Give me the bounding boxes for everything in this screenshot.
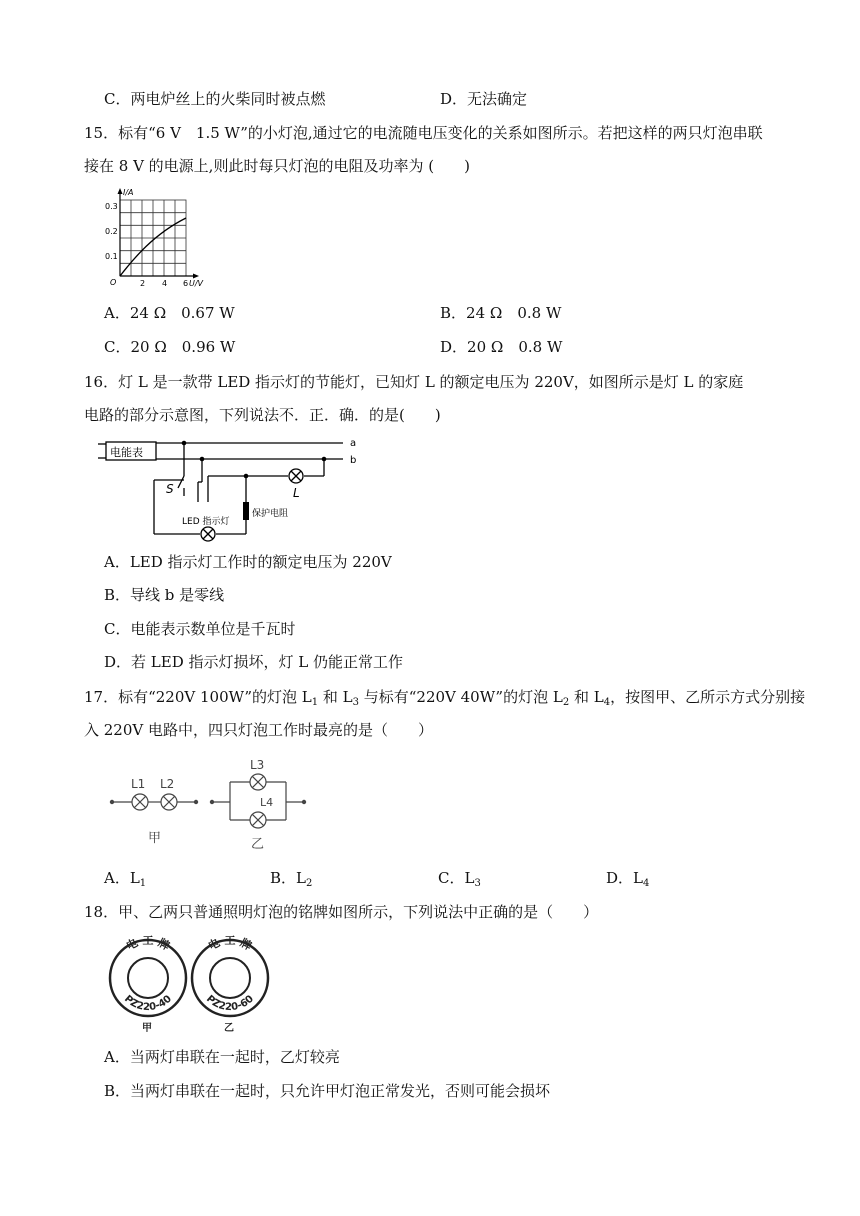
- q18-label-jia: 甲: [142, 1023, 152, 1034]
- q17-label-yi: 乙: [251, 837, 265, 852]
- q17-label-jia: 甲: [148, 831, 162, 846]
- q17-option-c-text: C．L: [438, 869, 475, 887]
- q15-graph-ytick: 0.3: [105, 202, 118, 211]
- q16-resistor-label: 保护电阻: [252, 509, 289, 519]
- q17-sub: 3: [352, 697, 359, 708]
- q14-option-d: D．无法确定: [440, 90, 528, 108]
- q16-circuit-diagram: [98, 430, 368, 542]
- q15-graph-ytick: 0.2: [105, 227, 118, 236]
- q16-stem-line1: 16．灯 L 是一款带 LED 指示灯的节能灯，已知灯 L 的额定电压为 220V，如图所示是灯 L 的家庭: [84, 373, 744, 391]
- q17-option-a-text: A．L: [104, 869, 140, 887]
- q17-option-c-sub: 3: [474, 878, 481, 889]
- q16-led-label: LED 指示灯: [182, 517, 230, 527]
- q18-label-yi: 乙: [224, 1023, 234, 1034]
- q16-option-c: C．电能表示数单位是千瓦时: [104, 620, 296, 638]
- q16-option-d: D．若 LED 指示灯损坏，灯 L 仍能正常工作: [104, 653, 403, 671]
- q18-stem: 18．甲、乙两只普通照明灯泡的铭牌如图所示，下列说法中正确的是（ ）: [84, 903, 599, 921]
- q15-graph-ylabel: I/A: [123, 188, 134, 197]
- q16-option-b: B．导线 b 是零线: [104, 586, 225, 604]
- q18-nameplate-figure: [104, 934, 276, 1034]
- q18-option-b: B．当两灯串联在一起时，只允许甲灯泡正常发光，否则可能会损坏: [104, 1082, 551, 1100]
- q15-graph-xtick: 6: [183, 279, 189, 288]
- q15-graph-ytick: 0.1: [105, 252, 118, 261]
- q17-sub: 2: [562, 697, 570, 708]
- q16-option-a: A．LED 指示灯工作时的额定电压为 220V: [104, 553, 392, 571]
- q15-option-c: C．20 Ω 0.96 W: [104, 338, 236, 356]
- q17-option-b-sub: 2: [305, 878, 313, 889]
- q15-iu-graph: [104, 186, 204, 294]
- q17-label-l2: L2: [160, 777, 175, 791]
- q16-wire-a-label: a: [350, 438, 357, 449]
- q17-option-b-text: B．L: [270, 869, 306, 887]
- q17-label-l1: L1: [131, 777, 146, 791]
- q15-stem-line2: 接在 8 V 的电源上,则此时每只灯泡的电阻及功率为 ( ): [84, 157, 470, 175]
- q15-option-d: D．20 Ω 0.8 W: [440, 338, 563, 356]
- q17-stem-text: 和 L: [569, 688, 604, 706]
- q17-label-l4: L4: [260, 796, 274, 809]
- q18-right-plate-brand: [206, 934, 255, 953]
- q18-right-plate-model-path: PZ220-60: [204, 993, 256, 1014]
- q15-graph-xtick: 2: [140, 279, 146, 288]
- q17-option-a: [104, 868, 146, 894]
- q17-stem-line2: 入 220V 电路中，四只灯泡工作时最亮的是（ ）: [84, 721, 434, 739]
- q17-stem-text: 与标有“220V 40W”的灯泡 L: [358, 688, 563, 706]
- q17-label-l3: L3: [250, 758, 265, 772]
- q18-option-a: A．当两灯串联在一起时，乙灯较亮: [104, 1048, 340, 1066]
- q15-option-b: B．24 Ω 0.8 W: [440, 304, 562, 322]
- q17-stem-text: ，按图甲、乙所示方式分别接: [610, 688, 806, 706]
- q17-option-d: [606, 868, 649, 894]
- q15-stem-line1: 15．标有“6 V 1.5 W”的小灯泡,通过它的电流随电压变化的关系如图所示。若把这样的两只灯泡串联: [84, 124, 763, 142]
- q15-graph-xtick: 4: [162, 279, 168, 288]
- q16-lamp-label: L: [293, 486, 300, 500]
- q16-switch-label: S: [166, 482, 174, 496]
- q17-option-d-text: D．L: [606, 869, 643, 887]
- q17-option-b: [270, 868, 312, 894]
- q15-graph-xlabel: U/V: [189, 279, 204, 288]
- q18-right-plate-brand-path: 电 工 牌: [206, 934, 254, 953]
- q18-left-plate-brand-path: 电 工 牌: [124, 934, 172, 953]
- q18-left-plate-model-path: PZ220-40: [122, 993, 174, 1014]
- q17-stem-line1: [84, 687, 805, 713]
- q17-option-a-sub: 1: [139, 878, 147, 889]
- q15-option-a: A．24 Ω 0.67 W: [104, 304, 235, 322]
- q17-option-d-sub: 4: [643, 878, 650, 889]
- q17-stem-text: 17．标有“220V 100W”的灯泡 L: [84, 688, 312, 706]
- q16-stem-line2: 电路的部分示意图，下列说法不．正．确．的是( ): [84, 406, 441, 424]
- q17-sub: 1: [311, 697, 319, 708]
- q16-meter-label: 电能表: [110, 446, 143, 459]
- q17-stem-text: 和 L: [318, 688, 353, 706]
- q16-wire-b-label: b: [350, 455, 357, 466]
- q18-left-plate-brand: [124, 934, 173, 953]
- q17-circuit-figure: [104, 756, 324, 852]
- q14-option-c: C．两电炉丝上的火柴同时被点燃: [104, 90, 326, 108]
- q17-option-c: [438, 868, 481, 894]
- q15-graph-origin: O: [110, 278, 117, 287]
- q17-sub: 4: [603, 697, 611, 708]
